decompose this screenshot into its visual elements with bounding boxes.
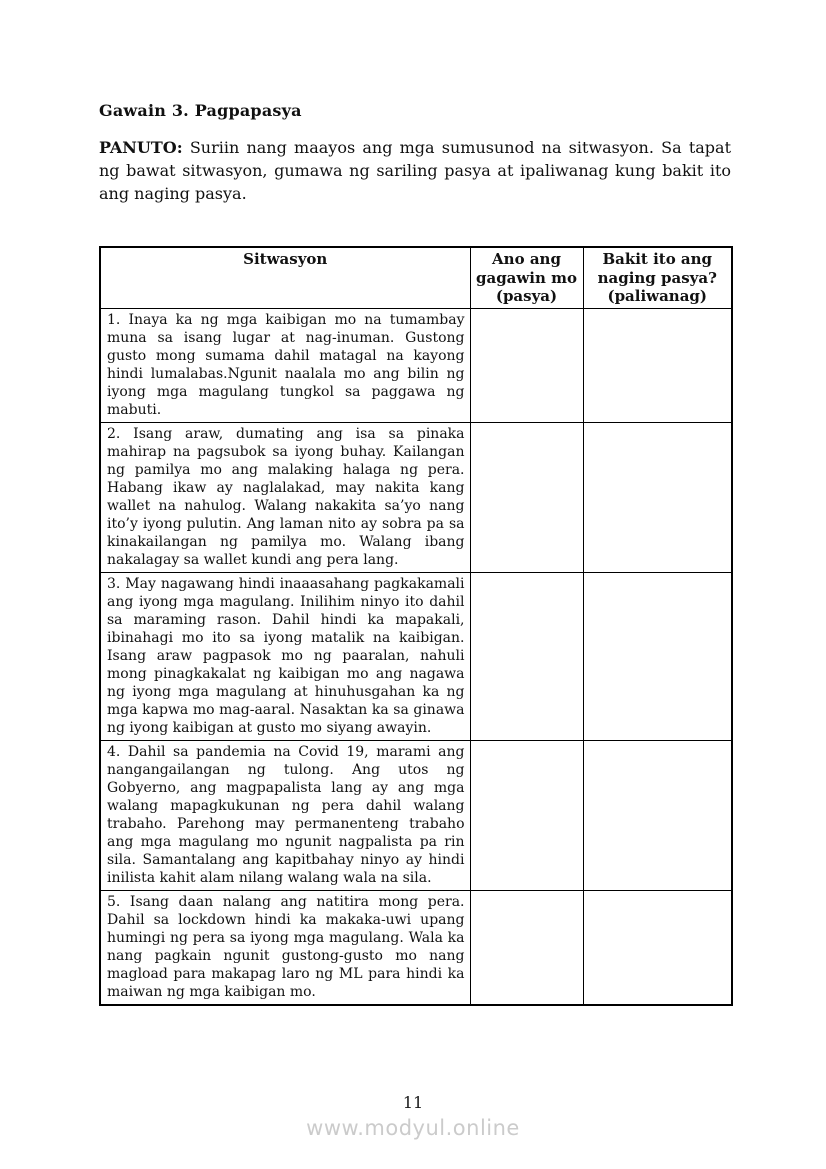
section-title: Gawain 3. Pagpapasya <box>99 101 302 120</box>
answer-cell-pasya-4 <box>470 740 583 890</box>
answer-cell-paliwanag-4 <box>583 740 732 890</box>
instructions-label: PANUTO: <box>99 138 183 157</box>
table-header-row <box>100 247 732 308</box>
table-row <box>100 890 732 1005</box>
col-header-sitwasyon: Sitwasyon <box>100 247 470 308</box>
situation-cell-4: 4. Dahil sa pandemia na Covid 19, marami ang nangangailangan ng tulong. Ang utos ng Gobyerno, ang magpapalista lang ay ang mga walang mapagkukunan ng pera dahil walang trabaho. Parehong may permanenteng trabaho ang mga magulang mo ngunit nagpalista pa rin sila. Samantalang ang kapitbahay ninyo ay hindi inilista kahit alam nilang walang wala na sila. <box>100 740 470 890</box>
col-header-pasya: Ano ang gagawin mo (pasya) <box>470 247 583 308</box>
instructions-text: Suriin nang maayos ang mga sumusunod na sitwasyon. Sa tapat ng bawat sitwasyon, gumawa ng sariling pasya at ipaliwanag kung bakit ito ang naging pasya. <box>99 138 732 203</box>
situation-cell-5: 5. Isang daan nalang ang natitira mong pera. Dahil sa lockdown hindi ka makaka-uwi upang humingi ng pera sa iyong mga magulang. Wala ka nang pagkain ngunit gustong-gusto mo nang magload para makapag laro ng ML para hindi ka maiwan ng mga kaibigan mo. <box>100 890 470 1005</box>
page-content <box>99 0 731 1006</box>
answer-cell-paliwanag-5 <box>583 890 732 1005</box>
answer-cell-paliwanag-1 <box>583 308 732 422</box>
col-header-paliwanag: Bakit ito ang naging pasya? (paliwanag) <box>583 247 732 308</box>
situation-cell-3: 3. May nagawang hindi inaaasahang pagkakamali ang iyong mga magulang. Inilihim ninyo ito dahil sa maraming rason. Dahil hindi ka mapakali, ibinahagi mo ito sa iyong matalik na kaibigan. Isang araw pagpasok mo ng paaralan, nahuli mong pinagkakalat ng kaibigan mo ang nagawa ng iyong mga magulang at hinuhusgahan ka ng mga kapwa mo mag-aaral. Nasaktan ka sa ginawa ng iyong kaibigan at gusto mo siyang awayin. <box>100 572 470 740</box>
answer-cell-paliwanag-2 <box>583 422 732 572</box>
decision-table <box>99 246 733 1006</box>
table-row <box>100 572 732 740</box>
page-number: 11 <box>402 1093 424 1112</box>
table-row <box>100 422 732 572</box>
answer-cell-pasya-3 <box>470 572 583 740</box>
answer-cell-paliwanag-3 <box>583 572 732 740</box>
answer-cell-pasya-2 <box>470 422 583 572</box>
answer-cell-pasya-1 <box>470 308 583 422</box>
watermark: www.modyul.online <box>306 1116 520 1140</box>
answer-cell-pasya-5 <box>470 890 583 1005</box>
instructions-paragraph <box>99 136 731 205</box>
table-row <box>100 740 732 890</box>
situation-cell-2: 2. Isang araw, dumating ang isa sa pinaka mahirap na pagsubok sa iyong buhay. Kailangan ng pamilya mo ang malaking halaga ng pera. Habang ikaw ay naglalakad, may nakita kang wallet na nahulog. Walang nakakita sa’yo nang ito’y iyong pulutin. Ang laman nito ay sobra pa sa kinakailangan ng pamilya mo. Walang ibang nakalagay sa wallet kundi ang pera lang. <box>100 422 470 572</box>
table-row <box>100 308 732 422</box>
situation-cell-1: 1. Inaya ka ng mga kaibigan mo na tumambay muna sa isang lugar at nag-inuman. Gustong gusto mong sumama dahil matagal na kayong hindi lumalabas.Ngunit naalala mo ang bilin ng iyong mga magulang tungkol sa paggawa ng mabuti. <box>100 308 470 422</box>
